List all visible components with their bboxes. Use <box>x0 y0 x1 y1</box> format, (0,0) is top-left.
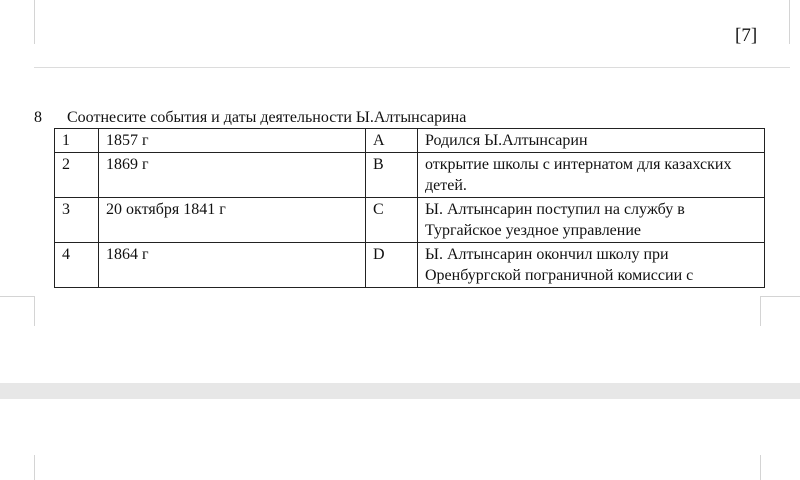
next-page-mark-right <box>760 455 761 480</box>
letter-cell: B <box>366 153 418 198</box>
event-cell: Ы. Алтынсарин окончил школу при Оренбургской пограничной комиссии с <box>418 243 765 288</box>
score-label: [7] <box>735 25 758 46</box>
date-cell: 1864 г <box>99 243 366 288</box>
table-row <box>55 243 765 288</box>
margin-mark-top-left <box>34 0 35 44</box>
row-number: 4 <box>55 243 99 288</box>
margin-mark-bottom-left-v <box>34 296 35 326</box>
question-number: 8 <box>34 109 42 126</box>
date-cell: 20 октября 1841 г <box>99 198 366 243</box>
date-cell: 1869 г <box>99 153 366 198</box>
table-row <box>55 129 765 153</box>
row-number: 2 <box>55 153 99 198</box>
margin-mark-top-right <box>789 0 790 44</box>
next-page-mark-left <box>34 455 35 480</box>
matching-table <box>54 128 765 288</box>
margin-mark-bottom-right-h <box>760 296 800 297</box>
row-number: 3 <box>55 198 99 243</box>
row-number: 1 <box>55 129 99 153</box>
letter-cell: C <box>366 198 418 243</box>
page-gap <box>0 383 800 399</box>
date-cell: 1857 г <box>99 129 366 153</box>
page-divider <box>34 67 790 68</box>
table-row <box>55 153 765 198</box>
question-text: Соотнесите события и даты деятельности Ы.Алтынсарина <box>67 109 467 126</box>
letter-cell: D <box>366 243 418 288</box>
margin-mark-bottom-right-v <box>760 296 761 326</box>
letter-cell: A <box>366 129 418 153</box>
event-cell: Родился Ы.Алтынсарин <box>418 129 765 153</box>
table-row <box>55 198 765 243</box>
event-cell: Ы. Алтынсарин поступил на службу в Тургайское уездное управление <box>418 198 765 243</box>
margin-mark-bottom-left-h <box>0 296 34 297</box>
event-cell: открытие школы с интернатом для казахских детей. <box>418 153 765 198</box>
